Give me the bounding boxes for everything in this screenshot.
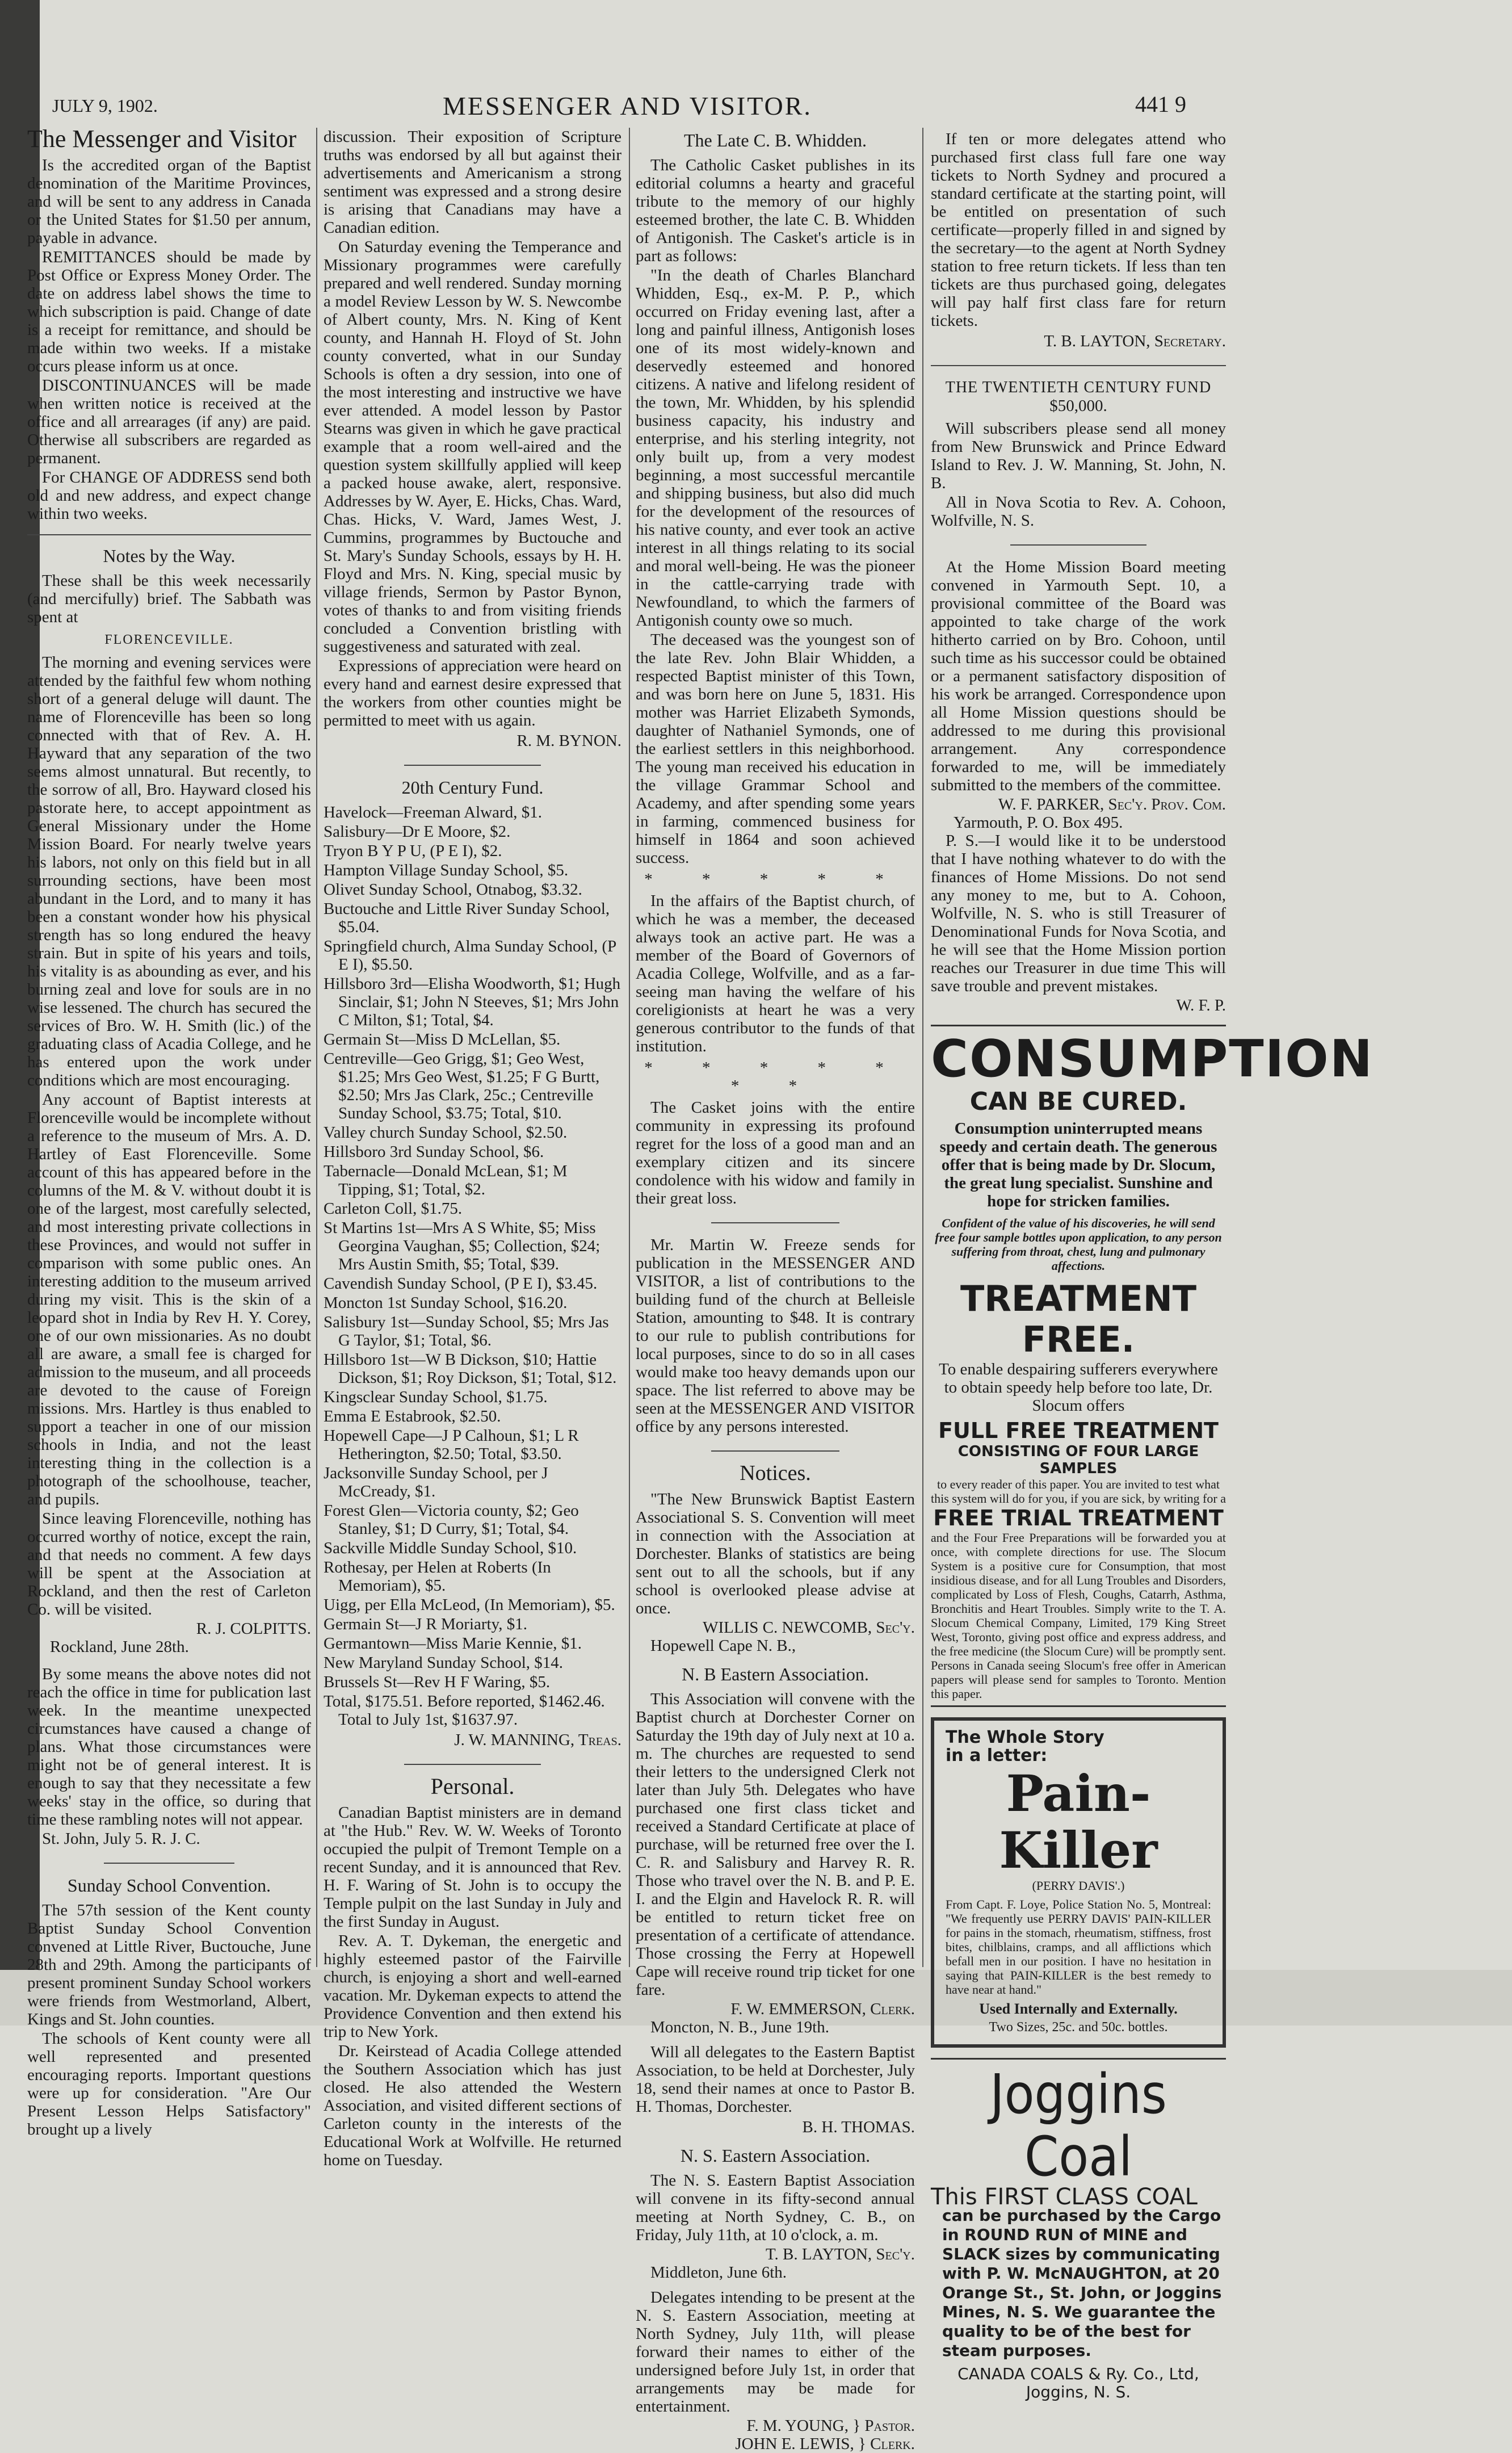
ss-paragraph: Expressions of appreciation were heard on every hand and earnest desire expressed that the workers from other counties might be permitted to meet with us again. — [324, 657, 621, 729]
fund-entry: Valley church Sunday School, $2.50. — [324, 1123, 568, 1142]
hm-signature: W. F. PARKER, Sec'y. Prov. Com. — [998, 795, 1226, 814]
tcf-paragraph: All in Nova Scotia to Rev. A. Cohoon, Wolfville, N. S. — [931, 493, 1226, 530]
fund-entry: Jacksonville Sunday School, per J McCready, $1. — [324, 1464, 548, 1500]
whidden-paragraph: The Casket joins with the entire community in expressing its profound regret for the loss of a good man and an exemplary citizen and its sincere condolence with his widow and family in their great loss. — [636, 1098, 915, 1207]
joggins-ad — [931, 2058, 1226, 2401]
whidden-paragraph: "In the death of Charles Blanchard Whidden, Esq., ex-M. P. P., which occurred on Friday evening last, after a long and painful illness, Antigonish loses one of its most widely-known and deservedly esteemed and honored citizens. A native and lifelong resident of the town, Mr. Whidden, by his splendid business capacity, his industry and enterprise, and his sterling integrity, not only built up, from a very modest beginning, a most successful mercantile and shipping business, but also did much for the development of the resources of his native county, and ever took an active interest in all things relating to its social and moral well-being. He was the pioneer in the cattle-carrying trade with Newfoundland, to which the farmers of Antigonish county owe so much. — [636, 266, 915, 630]
fund-signature: J. W. MANNING, Treas. — [454, 1731, 621, 1749]
fund-entry: Kingsclear Sunday School, $1.75. — [324, 1388, 548, 1406]
fund-entry: Salisbury—Dr E Moore, $2. — [324, 823, 511, 841]
fund-entry: Hampton Village Sunday School, $5. — [324, 861, 569, 879]
consumption-ad-title: CONSUMPTION — [931, 1029, 1374, 1089]
fund-entry: St Martins 1st—Mrs A S White, $5; Miss Georgina Vaughan, $5; Collection, $24; Mrs Austin Smith, $5; Total, $39. — [324, 1219, 600, 1273]
painkiller-ad-usage: Used Internally and Externally. — [979, 2001, 1178, 2017]
ss-title: Sunday School Convention. — [67, 1875, 271, 1896]
fund-entry: Springfield church, Alma Sunday School, (P E I), $5.50. — [324, 937, 616, 974]
notices-title: Notices. — [740, 1461, 811, 1485]
freeze-paragraph: Mr. Martin W. Freeze sends for publication in the MESSENGER AND VISITOR, a list of contributions to the building fund of the church at Belleisle Station, amounting to $48. It is contrary to our rule to publish contributions for local purposes, since to do so in all cases would make too heavy demands upon our space. The list referred to above may be seen at the MESSENGER AND VISITOR office by any persons interested. — [636, 1236, 915, 1436]
fund-entry: Havelock—Freeman Alward, $1. — [324, 803, 542, 821]
column-4 — [931, 128, 1374, 2401]
hm-address: Yarmouth, P. O. Box 495. — [954, 814, 1123, 832]
section-stars: * * * * * * * — [644, 1059, 906, 1095]
consumption-ad-text: Confident of the value of his discoveries, he will send free four sample bottles upon application, to any person suffering from throat, chest, lung and pulmonary affections. — [935, 1216, 1222, 1273]
fund-entry: Carleton Coll, $1.75. — [324, 1200, 463, 1218]
ss-paragraph: The schools of Kent county were all well represented and presented encouraging reports. Important questions were up for consideration. "Are Our Present Lesson Helps Satisfactory" brought up a lively — [27, 2030, 311, 2138]
column-2 — [324, 128, 621, 2169]
fund-entry: Tryon B Y P U, (P E I), $2. — [324, 842, 502, 860]
ss-paragraph: discussion. Their exposition of Scripture truths was endorsed by all but against their advertisements and Americanism a strong sentiment was expressed and a strong desire is arising that Canadians may have a Canadian edition. — [324, 128, 621, 237]
tcf-amount: $50,000. — [1049, 397, 1107, 415]
consumption-ad-text: To enable despairing sufferers everywhere to obtain speedy help before too late, Dr. Slocum offers — [939, 1360, 1218, 1415]
personal-paragraph: Canadian Baptist ministers are in demand at "the Hub." Rev. W. W. Weeks of Toronto occupied the pulpit of Tremont Temple on a recent Sunday, and it is announced that Rev. H. F. Waring of St. John is to occupy the Temple pulpit on the last Sunday in July and the first Sunday in August. — [324, 1804, 621, 1931]
header-page-number: 441 9 — [1135, 91, 1186, 117]
notes-paragraph: The morning and evening services were attended by the faithful few whom nothing short of a general deluge will daunt. The name of Florenceville has been so long connected with that of Rev. A. H. Hayward that any separation of the two seems almost unnatural. But recently, to the sorrow of all, Bro. Hayward closed his pastorate here, to accept appointment as General Missionary under the Home Mission Board. For nearly twelve years his labors, not only on this field but in all surrounding sections, have been most abundant in the Lord, and to many it has been a constant wonder how his physical strength has so long endured the heavy strain. But in spite of his years and toils, his vitality is as abounding as ever, and his burning zeal and love for souls are in no wise lessened. The church has secured the services of Bro. W. H. Smith (lic.) of the graduating class of Acadia College, and he has entered upon the work under conditions which are most encouraging. — [27, 653, 311, 1089]
mv-title: The Messenger and Visitor — [27, 125, 297, 153]
fund-entry: Cavendish Sunday School, (P E I), $3.45. — [324, 1274, 598, 1293]
fund-entry: Germantown—Miss Marie Kennie, $1. — [324, 1634, 582, 1653]
notes-signature: R. J. COLPITTS. — [196, 1620, 311, 1638]
fund-entry: Hopewell Cape—J P Calhoun, $1; L R Hetherington, $2.50; Total, $3.50. — [324, 1427, 579, 1463]
ns-paragraph: The N. S. Eastern Baptist Association will convene in its fifty-second annual meeting at North Sydney, C. B., on Friday, July 11th, at 10 o'clock, a. m. — [636, 2171, 915, 2244]
ns-paragraph: If ten or more delegates attend who purchased first class full fare one way tickets to North Sydney and procured a standard certificate at the starting point, will be entitled on presentation of such certificate—properly filled in and signed by the secretary—to the agent at North Sydney station to free return tickets. If less than ten tickets are thus purchased going, delegates will pay half first class fare for return tickets. — [931, 130, 1226, 330]
mv-paragraph: Is the accredited organ of the Baptist denomination of the Maritime Provinces, and will be sent to any address in Canada or the United States for $1.50 per annum, payable in advance. — [27, 156, 311, 247]
fund-entry: Hillsboro 3rd Sunday School, $6. — [324, 1143, 544, 1161]
hm-paragraph: At the Home Mission Board meeting convened in Yarmouth Sept. 10, a provisional committee of the Board was appointed to take charge of the work hitherto carried on by Bro. Cohoon, until such time as his successor could be obtained or a permanent satisfactory disposition of his work be arranged. Correspondence upon all Home Mission questions should be addressed to me during this provisional arrangement. Any correspondence forwarded to me, will be immediately submitted to the members of the committee. — [931, 558, 1226, 794]
column-3 — [636, 128, 915, 2453]
divider — [711, 1222, 839, 1223]
joggins-ad-title: Joggins Coal — [990, 2062, 1167, 2188]
tcf-paragraph: Will subscribers please send all money from New Brunswick and Prince Edward Island to Rev. J. W. Manning, St. John, N. B. — [931, 420, 1226, 492]
consumption-ad-consisting: CONSISTING OF FOUR LARGE SAMPLES — [957, 1443, 1199, 1477]
ss-signature: R. M. BYNON. — [516, 732, 621, 750]
hm-paragraph: P. S.—I would like it to be understood that I have nothing whatever to do with the finances of Home Missions. Do not send any money to me, but to A. Cohoon, Wolfville, N. S. who is still Treasurer of Denominational Funds for Nova Scotia, and he will see that the Home Mission portion reaches our Treasurer in due time This will save trouble and prevent mistakes. — [931, 832, 1226, 995]
fund-entry: New Maryland Sunday School, $14. — [324, 1654, 564, 1672]
notes-title: Notes by the Way. — [103, 546, 236, 566]
divider — [27, 534, 311, 535]
consumption-ad-subtitle: CAN BE CURED. — [969, 1087, 1187, 1116]
ns-signature: T. B. LAYTON, Sec'y. — [765, 2245, 915, 2263]
notes-paragraph: Since leaving Florenceville, nothing has occurred worthy of notice, except the rain, and that needs no comment. A few days will be spent at the Association at Rockland, and then the rest of Carleton Co. will be visited. — [27, 1509, 311, 1618]
divider — [1010, 544, 1146, 546]
header-date: JULY 9, 1902. — [52, 95, 158, 116]
tcf-title: THE TWENTIETH CENTURY FUND — [945, 379, 1212, 396]
painkiller-brand: Pain-Killer — [999, 1764, 1158, 1880]
nb-title: N. B Eastern Association. — [682, 1664, 869, 1684]
fund-entry: Hillsboro 3rd—Elisha Woodworth, $1; Hugh Sinclair, $1; John N Steeves, $1; Mrs John C Milton, $1; Total, $4. — [324, 975, 621, 1029]
whidden-title: The Late C. B. Whidden. — [684, 130, 867, 150]
ns-signature-2: F. M. YOUNG, } Pastor. — [746, 2417, 915, 2435]
fund-entry: Centreville—Geo Grigg, $1; Geo West, $1.25; Mrs Geo West, $1.25; F G Burtt, $2.50; Mrs Jas Clark, 25c.; Centreville Sunday School, $3.75; Total, $10. — [324, 1050, 600, 1122]
fund-entry: Hillsboro 1st—W B Dickson, $10; Hattie Dickson, $1; Roy Dickson, $1; Total, $12. — [324, 1351, 617, 1387]
notices-paragraph: "The New Brunswick Baptist Eastern Associational S. S. Convention will meet in connection with the Association at Dorchester. Blanks of statistics are being sent out to all the schools, but if any school is overlooked please advise at once. — [636, 1490, 915, 1617]
mv-paragraph: REMITTANCES should be made by Post Office or Express Money Order. The date on address label shows the time to which subscription is paid. Change of date is a receipt for remittance, and should be made within two weeks. If a mistake occurs please inform us at once. — [27, 248, 311, 375]
fund-entry: Forest Glen—Victoria county, $2; Geo Stanley, $1; D Curry, $1; Total, $4. — [324, 1502, 579, 1538]
fund-entry: Tabernacle—Donald McLean, $1; M Tipping, $1; Total, $2. — [324, 1162, 568, 1198]
personal-paragraph: Rev. A. T. Dykeman, the energetic and highly esteemed pastor of the Fairville church, is enjoying a short and well-earned vacation. Mr. Dykeman expects to attend the Providence Convention and then extend his trip to New York. — [324, 1932, 621, 2041]
notices-place: Hopewell Cape N. B., — [650, 1637, 796, 1655]
notes-paragraph: Any account of Baptist interests at Florenceville would be incomplete without a reference to the museum of Mrs. A. D. Hartley of East Florenceville. Some account of this has appeared before in the columns of the M. & V. without doubt it is one of the largest, most carefully selected, and most interesting private collections in these Provinces, and would not suffer in comparison with some public ones. An interesting addition to the museum arrived during my visit. This is the skin of a leopard shot in India by Rev H. Y. Corey, one of our own missionaries. As no doubt all are aware, a small fee is charged for admission to the museum, and all proceeds are devoted to the cause of Foreign missions. Mrs. Hartley is thus enabled to support a teacher in one of our mission schools in India, and not the least interesting thing in the collection is a photograph of the schoolhouse, teacher, and pupils. — [27, 1091, 311, 1508]
hm-signature-2: W. F. P. — [1176, 996, 1226, 1014]
notes-place: FLORENCEVILLE. — [104, 632, 234, 647]
ns-date: Middleton, June 6th. — [650, 2263, 787, 2282]
divider — [104, 1863, 234, 1864]
fund-entry: Emma E Estabrook, $2.50. — [324, 1407, 501, 1425]
fund-entry: Rothesay, per Helen at Roberts (In Memoriam), $5. — [324, 1558, 551, 1595]
ns-signature-3: JOHN E. LEWIS, } Clerk. — [735, 2435, 915, 2453]
mv-paragraph: For CHANGE OF ADDRESS send both old and new address, and expect change within two weeks. — [27, 468, 311, 523]
joggins-ad-text: can be purchased by the Cargo in ROUND RUN of MINE and SLACK sizes by communicating with P. W. McNAUGHTON, at 20 Orange St., St. John, or Joggins Mines, N. S. We guarantee the quality to be of the best for steam purposes. — [942, 2206, 1222, 2360]
fund-entry: Total, $175.51. Before reported, $1462.46. Total to July 1st, $1637.97. — [324, 1692, 605, 1729]
fund-entry: Moncton 1st Sunday School, $16.20. — [324, 1294, 568, 1312]
whidden-paragraph: The Catholic Casket publishes in its editorial columns a hearty and graceful tribute to the memory of our highly esteemed brother, the late C. B. Whidden of Antigonish. The Casket's article is in part as follows: — [636, 156, 915, 265]
nb-signature-2: B. H. THOMAS. — [802, 2118, 915, 2136]
divider — [711, 1450, 839, 1452]
column-rule — [316, 128, 317, 1967]
column-rule — [922, 128, 923, 1967]
whidden-paragraph: In the affairs of the Baptist church, of which he was a member, the deceased always took an active part. He was a member of the Board of Governors of Acadia College, Wolfville, and as a far-seeing man having the welfare of his coreligionists at heart he was a very generous contributor to the funds of that institution. — [636, 892, 915, 1055]
notes-date: Rockland, June 28th. — [50, 1638, 189, 1656]
painkiller-brand-sub: (PERRY DAVIS'.) — [1032, 1878, 1125, 1893]
nb-date: Moncton, N. B., June 19th. — [650, 2018, 829, 2036]
consumption-ad-text: Consumption uninterrupted means speedy and certain death. The generous offer that is being made by Dr. Slocum, the great lung specialist. Sunshine and hope for stricken families. — [939, 1119, 1217, 1210]
notes-paragraph: By some means the above notes did not reach the office in time for publication last week. In the meantime unexpected circumstances have caused a change of plans. What those circumstances were might not be of general interest. It is enough to say that they necessitate a few weeks' stay in the office, so during that time these rambling notes will not appear. — [27, 1665, 311, 1829]
consumption-ad-full-free: FULL FREE TREATMENT — [938, 1418, 1219, 1443]
fund-list — [324, 803, 621, 1729]
painkiller-ad-line: in a letter: — [946, 1746, 1048, 1766]
notes-signature-2: St. John, July 5. R. J. C. — [42, 1830, 200, 1848]
consumption-ad — [931, 1025, 1374, 1707]
ns-title: N. S. Eastern Association. — [680, 2145, 871, 2166]
fund-entry: Germain St—Miss D McLellan, $5. — [324, 1030, 561, 1049]
notices-signature: WILLIS C. NEWCOMB, Sec'y. — [703, 1618, 915, 1637]
joggins-ad-company: CANADA COALS & Ry. Co., Ltd, — [957, 2364, 1199, 2383]
consumption-ad-treatment: TREATMENT FREE. — [960, 1278, 1197, 1360]
painkiller-ad-sizes: Two Sizes, 25c. and 50c. bottles. — [989, 2020, 1168, 2035]
fund-entry: Uigg, per Ella McLeod, (In Memoriam), $5. — [324, 1596, 615, 1614]
fund-entry: Sackville Middle Sunday School, $10. — [324, 1539, 577, 1557]
column-1 — [27, 125, 311, 2138]
fund-entry: Salisbury 1st—Sunday School, $5; Mrs Jas G Taylor, $1; Total, $6. — [324, 1313, 609, 1349]
notes-paragraph: These shall be this week necessarily (and mercifully) brief. The Sabbath was spent at — [27, 572, 311, 626]
divider — [931, 365, 1226, 366]
consumption-ad-small: and the Four Free Preparations will be forwarded you at once, with complete directions for use. The Slocum System is a positive cure for Consumption, that most insidious disease, and for all Lung Troubles and Disorders, complicated by Loss of Flesh, Coughs, Catarrh, Asthma, Bronchitis and Heart Troubles. Simply write to the T. A. Slocum Chemical Company, Limited, 179 King Street West, Toronto, giving post office and express address, and the free medicine (the Slocum Cure) will be promptly sent. Persons in Canada seeing Slocum's free offer in American papers will please send for samples to Toronto. Mention this paper. — [931, 1530, 1226, 1701]
whidden-paragraph: The deceased was the youngest son of the late Rev. John Blair Whidden, a respected Baptist minister of this Town, and was born here on June 5, 1831. His mother was Harriet Elizabeth Symonds, daughter of Nathaniel Symonds, one of the earliest settlers in this neighborhood. The young man received his education in the village Grammar School and Academy, and after spending some years in farming, commenced business for himself in 1864 and soon achieved success. — [636, 631, 915, 867]
ns-signature: T. B. LAYTON, Secretary. — [1044, 332, 1226, 350]
header-title: MESSENGER AND VISITOR. — [443, 91, 812, 120]
fund-entry: Germain St—J R Moriarty, $1. — [324, 1615, 527, 1633]
fund-entry: Brussels St—Rev H F Waring, $5. — [324, 1673, 551, 1691]
section-stars: * * * * * — [644, 870, 906, 888]
fund-entry: Buctouche and Little River Sunday School, $5.04. — [324, 900, 610, 936]
ss-paragraph: The 57th session of the Kent county Baptist Sunday School Convention convened at Little River, Buctouche, June 28th and 29th. Among the participants of present prominent Sunday School workers were friends from Westmorland, Albert, Kings and St. John counties. — [27, 1901, 311, 2028]
divider — [404, 1764, 541, 1765]
painkiller-ad-text: From Capt. F. Loye, Police Station No. 5, Montreal: "We frequently use PERRY DAVIS' PAIN-KILLER for pains in the stomach, rheumatism, stiffness, frost bites, chilblains, cramps, and all afflictions which befall men in our position. I have no hesitation in saying that PAIN-KILLER is the best remedy to have near at hand." — [946, 1897, 1211, 1997]
nb-paragraph: Will all delegates to the Eastern Baptist Association, to be held at Dorchester, July 18, send their names at once to Pastor B. H. Thomas, Dorchester. — [636, 2043, 915, 2116]
joggins-ad-place: Joggins, N. S. — [1026, 2383, 1131, 2401]
ns-paragraph: Delegates intending to be present at the N. S. Eastern Association, meeting at North Sydney, July 11th, will please forward their names to either of the undersigned before July 1st, in order that arrangements may be made for entertainment. — [636, 2288, 915, 2416]
joggins-ad-subtitle: This FIRST CLASS COAL — [931, 2184, 1198, 2210]
painkiller-ad — [931, 1717, 1226, 2048]
ss-paragraph: On Saturday evening the Temperance and Missionary programmes were carefully prepared and well rendered. Sunday morning a model Review Lesson by W. S. Newcombe of Albert county, Mrs. N. King of Kent county, and Hannah H. Floyd of St. John county converted, what in our Sunday Schools is often a dry session, into one of the most interesting and instructive we have ever attended. A model lesson by Pastor Stearns was given in which he gave practical example that a room well-aired and the question system skillfully applied will keep a packed house awake, alert, responsive. Addresses by W. Ayer, E. Hicks, Chas. Ward, Chas. Hicks, V. Ward, James West, J. Cummins, programmes by Buctouche and St. Mary's Sunday Schools, essays by H. H. Floyd and Mrs. N. King, special music by village friends, Sermon by Pastor Bynon, votes of thanks to and from visiting friends concluded a Convention bristling with suggestiveness and saturated with zeal. — [324, 238, 621, 656]
nb-paragraph: This Association will convene with the Baptist church at Dorchester Corner on Saturday the 19th day of July next at 10 a. m. The churches are requested to send their letters to the undersigned Clerk not later than July 5th. Delegates who have purchased one first class ticket and received a Standard Certificate at place of purchase, will be returned free over the I. C. R. and Salisbury and Harvey R. R. Those who travel over the N. B. and P. E. I. and the Elgin and Havelock R. R. will be entitled to return ticket free on presentation of a certificate of attendance. Those crossing the Ferry at Hopewell Cape will receive round trip ticket for one fare. — [636, 1690, 915, 1999]
painkiller-ad-line: The Whole Story — [946, 1727, 1104, 1747]
consumption-ad-free-trial: FREE TRIAL TREATMENT — [933, 1506, 1224, 1530]
personal-title: Personal. — [430, 1773, 515, 1799]
fund-title: 20th Century Fund. — [401, 777, 544, 798]
divider — [404, 765, 541, 766]
column-rule — [629, 128, 630, 1967]
consumption-ad-small: to every reader of this paper. You are invited to test what this system will do for you, if you are sick, by writing for a — [931, 1477, 1226, 1506]
mv-paragraph: DISCONTINUANCES will be made when written notice is received at the office and all arrearages (if any) are paid. Otherwise all subscribers are regarded as permanent. — [27, 376, 311, 467]
fund-entry: Olivet Sunday School, Otnabog, $3.32. — [324, 880, 582, 899]
personal-paragraph: Dr. Keirstead of Acadia College attended the Southern Association which has just closed. He also attended the Western Association, and visited different sections of Carleton county in the interests of the Educational Work at Wolfville. He returned home on Tuesday. — [324, 2042, 621, 2169]
nb-signature: F. W. EMMERSON, Clerk. — [730, 2000, 915, 2018]
